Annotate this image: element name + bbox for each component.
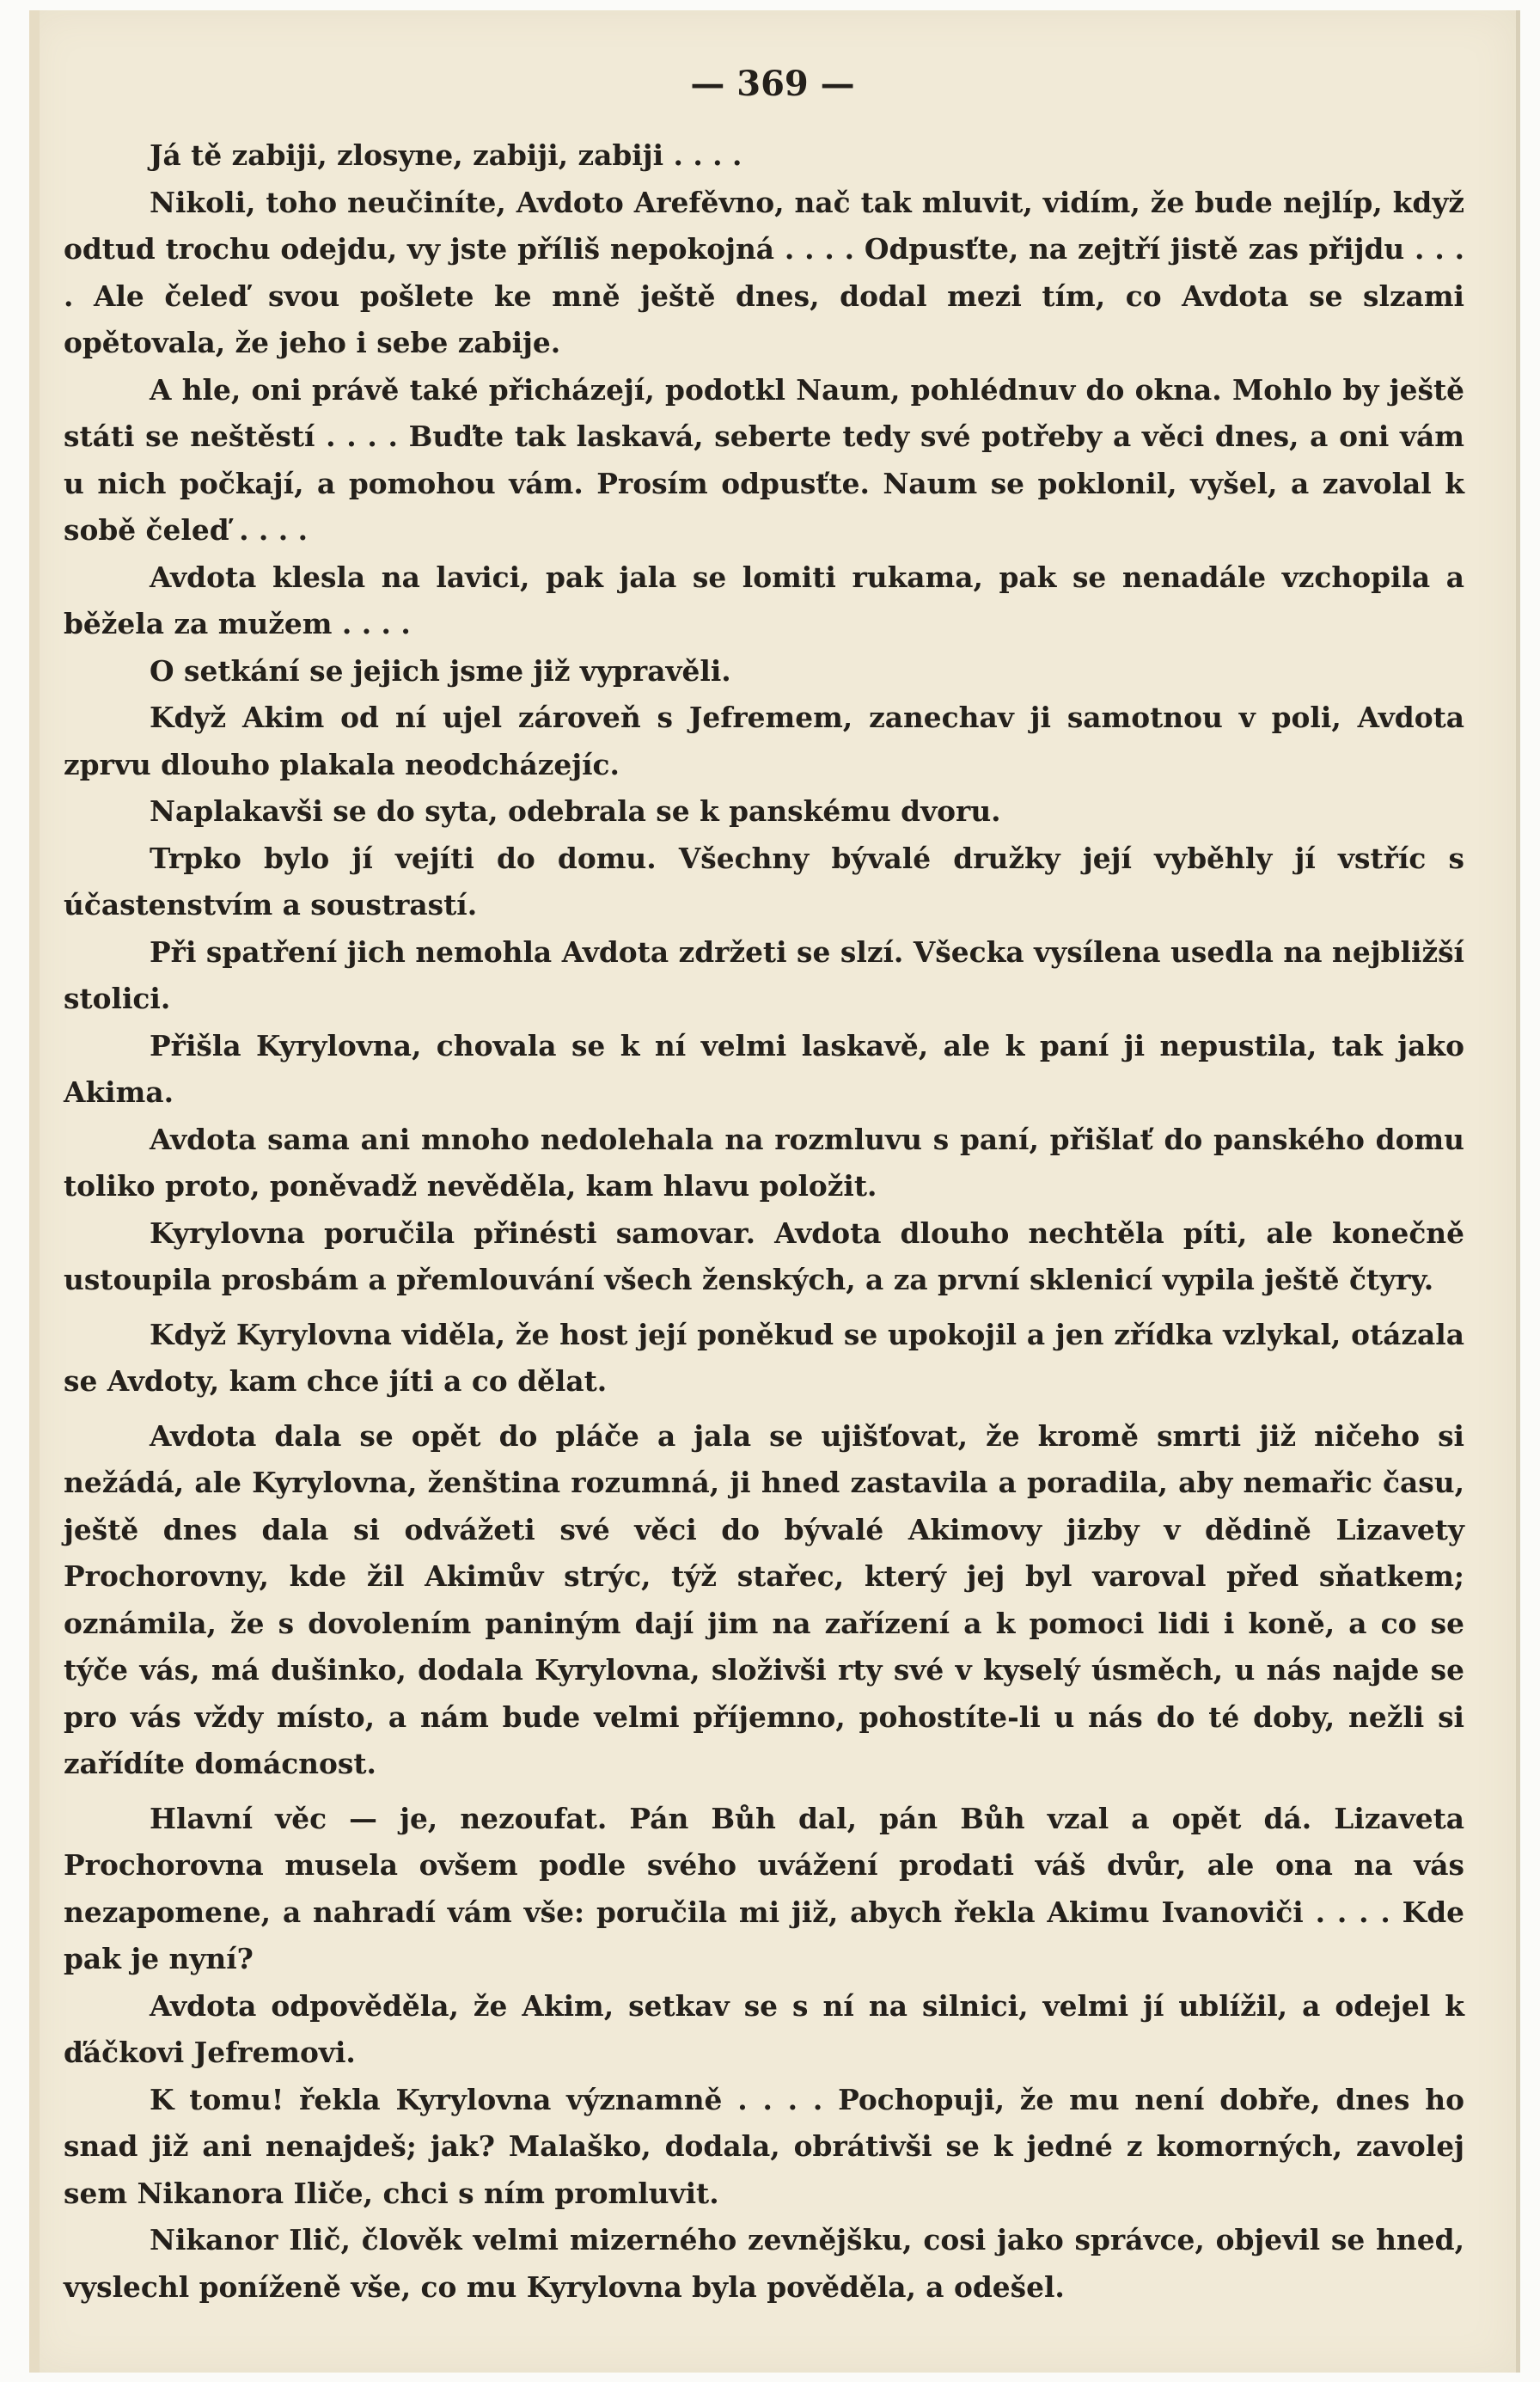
book-page [29,10,1520,2373]
paragraph: Hlavní věc — je, nezoufat. Pán Bůh dal, pán Bůh vzal a opět dá. Lizaveta Prochorovna musela ovšem podle svého uvážení prodati váš dvůr, ale ona na vás nezapomene, a nahradí vám vše: poručila mi již, abych řekla Akimu Ivanoviči . . . . Kde pak je nyní? [64,1801,1464,1975]
paragraph: A hle, oni právě také přicházejí, podotkl Naum, pohlédnuv do okna. Mohlo by ještě státi se neštěstí . . . . Buďte tak laskavá, seberte tedy své potřeby a věci dnes, a oni vám u nich počkají, a pomohou vám. Prosím odpusťte. Naum se poklonil, vyšel, a zavolal k sobě čeleď . . . . [64,372,1464,547]
paragraph: Já tě zabiji, zlosyne, zabiji, zabiji . . . . [150,138,742,172]
page-number: — 369 — [690,64,855,104]
paragraph: K tomu! řekla Kyrylovna významně . . . . Pochopuji, že mu není dobře, dnes ho snad již ani nenajdeš; jak? Malaško, dodala, obrátivši se k jedné z komorných, zavolej sem Nikanora Iliče, chci s ním promluvit. [64,2082,1464,2210]
paragraph: Avdota sama ani mnoho nedolehala na rozmluvu s paní, přišlať do panského domu toliko proto, poněvadž nevěděla, kam hlavu položit. [64,1122,1464,1203]
paragraph: Avdota dala se opět do pláče a jala se ujišťovat, že kromě smrti již ničeho si nežádá, ale Kyrylovna, ženština rozumná, ji hned zastavila a poradila, aby nemařic času, ještě dnes dala si odvážeti své věci do bývalé Akimovy jizby v dědině Lizavety Prochorovny, kde žil Akimův strýc, týž stařec, který jej byl varoval před sňatkem; oznámila, že s dovolením paniným dají jim na zařízení a k pomoci lidi i koně, a co se týče vás, má dušinko, dodala Kyrylovna, složivši rty své v kyselý úsměch, u nás najde se pro vás vždy místo, a nám bude velmi příjemno, pohostíte-li u nás do té doby, nežli si zařídíte domácnost. [64,1418,1464,1780]
paragraph: Když Kyrylovna viděla, že host její poněkud se upokojil a jen zřídka vzlykal, otázala se Avdoty, kam chce jíti a co dělat. [64,1317,1464,1398]
body-text [64,132,1464,2311]
paragraph: Kyrylovna poručila přinésti samovar. Avdota dlouho nechtěla píti, ale konečně ustoupila prosbám a přemlouvání všech ženských, a za první sklenicí vypila ještě čtyry. [64,1215,1464,1296]
paragraph: Při spatření jich nemohla Avdota zdržeti se slzí. Všecka vysílena usedla na nejbližší stolici. [64,934,1464,1015]
paragraph: O setkání se jejich jsme již vypravěli. [150,653,731,688]
paragraph: Trpko bylo jí vejíti do domu. Všechny bývalé družky její vyběhly jí vstříc s účastenstvím a soustrastí. [64,841,1464,922]
paragraph: Když Akim od ní ujel zároveň s Jefremem, zanechav ji samotnou v poli, Avdota zprvu dlouho plakala neodcházejíc. [64,701,1464,781]
paragraph: Avdota klesla na lavici, pak jala se lomiti rukama, pak se nenadále vzchopila a běžela za mužem . . . . [64,560,1464,640]
paragraph: Avdota odpověděla, že Akim, setkav se s ní na silnici, velmi jí ublížil, a odejel k ďáčkovi Jefremovi. [64,1988,1464,2069]
paragraph: Nikoli, toho neučiníte, Avdoto Arefěvno, nač tak mluvit, vidím, že bude nejlíp, když odtud trochu odejdu, vy jste příliš nepokojná . . . . Odpusťte, na zejtří jistě zas přijdu . . . . Ale čeleď svou pošlete ke mně ještě dnes, dodal mezi tím, co Avdota se slzami opětovala, že jeho i sebe zabije. [64,185,1464,359]
paragraph: Přišla Kyrylovna, chovala se k ní velmi laskavě, ale k paní ji nepustila, tak jako Akima. [64,1028,1464,1109]
paragraph: Nikanor Ilič, člověk velmi mizerného zevnějšku, cosi jako správce, objevil se hned, vyslechl poníženě vše, co mu Kyrylovna byla pověděla, a odešel. [64,2223,1464,2304]
page-gutter [29,10,40,2373]
paragraph: Naplakavši se do syta, odebrala se k panskému dvoru. [150,794,1001,828]
